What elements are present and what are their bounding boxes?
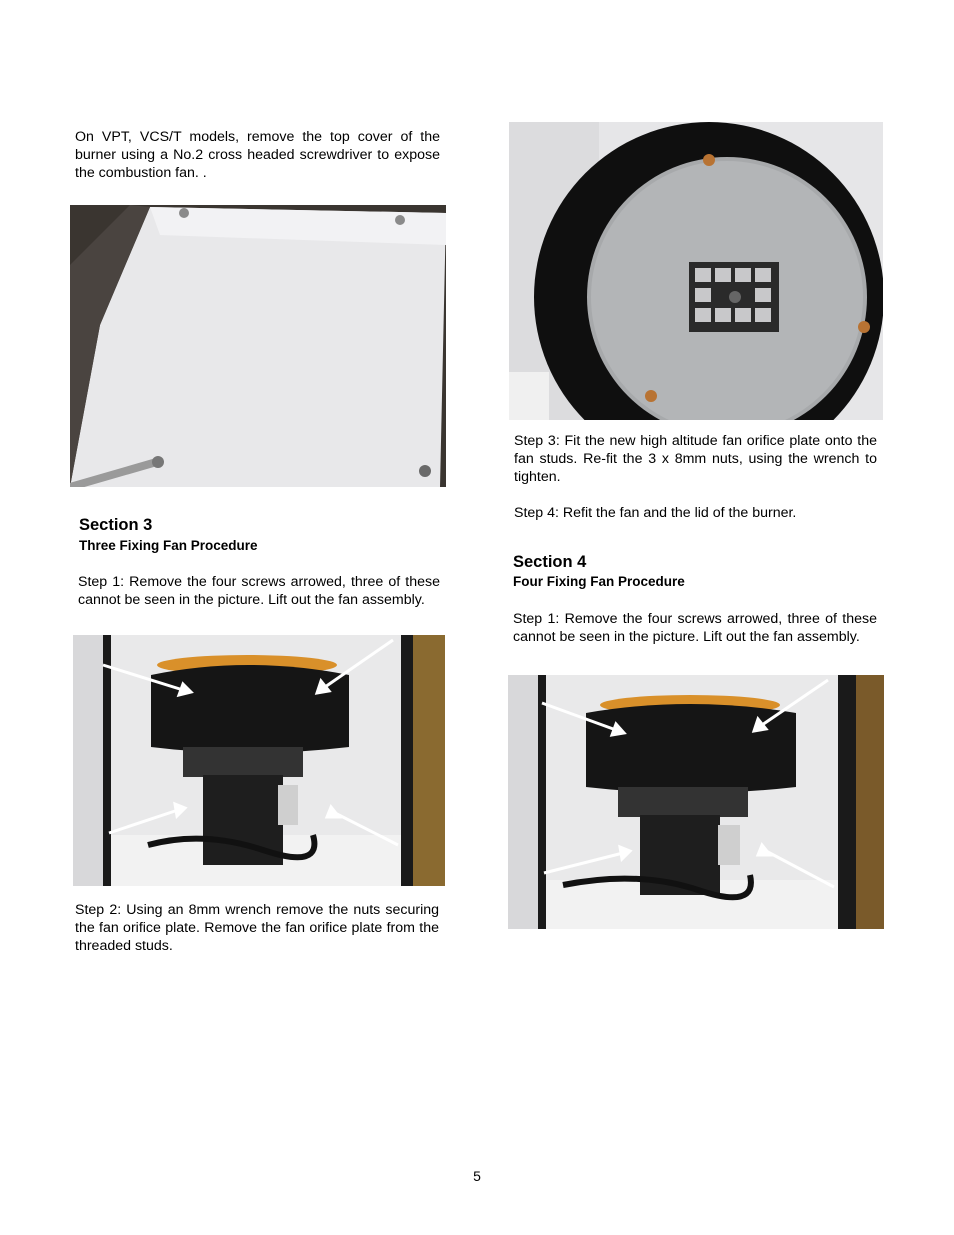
section-3-step-1: Step 1: Remove the four screws arrowed, three of these cannot be seen in the picture. Lift out the fan assembly.	[78, 574, 440, 608]
orifice-plate-photo	[509, 122, 883, 420]
section-4-subtitle: Four Fixing Fan Procedure	[513, 574, 685, 589]
intro-paragraph: On VPT, VCS/T models, remove the top cover of the burner using a No.2 cross headed screwdriver to expose the combustion fan. .	[75, 129, 440, 181]
section-4-title: Section 4	[513, 553, 587, 571]
fan-assembly-photo-section-4	[508, 675, 884, 929]
section-3-subtitle: Three Fixing Fan Procedure	[79, 538, 258, 553]
section-3-title: Section 3	[79, 516, 153, 534]
fan-assembly-photo-section-3	[73, 635, 445, 886]
section-4-step-1: Step 1: Remove the four screws arrowed, three of these cannot be seen in the picture. Lift out the fan assembly.	[513, 611, 877, 645]
burner-top-cover-photo	[70, 205, 446, 487]
section-3-step-2: Step 2: Using an 8mm wrench remove the nuts securing the fan orifice plate. Remove the fan orifice plate from the threaded studs.	[75, 902, 439, 954]
page-number: 5	[473, 1168, 481, 1184]
step-3-text: Step 3: Fit the new high altitude fan orifice plate onto the fan studs. Re-fit the 3 x 8mm nuts, using the wrench to tighten.	[514, 433, 877, 485]
step-4-text: Step 4: Refit the fan and the lid of the burner.	[514, 505, 797, 521]
